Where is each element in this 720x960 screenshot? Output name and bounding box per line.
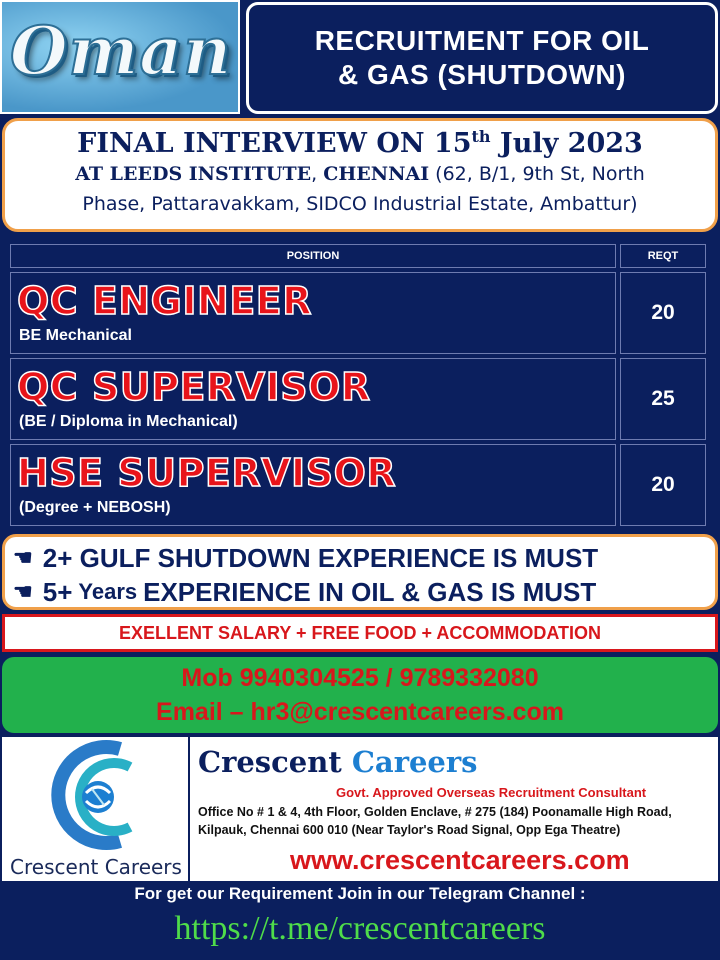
position-title: HSE SUPERVISOR xyxy=(17,451,397,495)
interview-title-suffix: July 2023 xyxy=(490,128,643,159)
experience-line2-years: Years xyxy=(78,579,138,604)
company-logo-label: Crescent Careers xyxy=(10,855,182,879)
contact-box xyxy=(2,657,718,733)
interview-address-line: Phase, Pattaravakkam, SIDCO Industrial Estate, Ambattur) xyxy=(82,193,638,215)
interview-venue-line xyxy=(5,159,715,189)
position-qualification: (Degree + NEBOSH) xyxy=(19,499,171,516)
column-header-position: POSITION xyxy=(10,244,616,268)
company-name-part2: Careers xyxy=(351,745,478,779)
venue-separator: , xyxy=(311,163,324,185)
company-logo xyxy=(2,737,190,881)
position-reqt: 25 xyxy=(620,358,706,440)
interview-title-sup: th xyxy=(471,127,491,146)
office-address-line1: Office No # 1 & 4, 4th Floor, Golden Enclave, # 275 (184) Poonamalle High Road, xyxy=(198,805,672,819)
office-address-line2: Kilpauk, Chennai 600 010 (Near Taylor's Road Signal, Opp Ega Theatre) xyxy=(198,823,621,837)
experience-line2-suffix: EXPERIENCE IN OIL & GAS IS MUST xyxy=(143,577,597,607)
telegram-link[interactable]: https://t.me/crescentcareers xyxy=(174,910,546,947)
company-tagline: Govt. Approved Overseas Recruitment Consultant xyxy=(336,785,647,800)
experience-line1 xyxy=(13,541,707,575)
table-row-position xyxy=(10,272,616,354)
interview-title xyxy=(5,127,715,159)
logo-text: Oman xyxy=(10,12,233,90)
table-row-position xyxy=(10,358,616,440)
experience-line2-prefix: 5+ xyxy=(42,577,73,607)
pointing-hand-icon: ☚ xyxy=(13,545,33,570)
position-title: QC SUPERVISOR xyxy=(17,365,371,409)
position-title: QC ENGINEER xyxy=(17,279,312,323)
experience-box xyxy=(2,534,718,610)
salary-banner: EXELLENT SALARY + FREE FOOD + ACCOMMODATION xyxy=(2,614,718,652)
oman-logo xyxy=(0,0,240,114)
telegram-note: For get our Requirement Join in our Telegram Channel : xyxy=(134,884,586,903)
company-website-link[interactable]: www.crescentcareers.com xyxy=(290,845,630,875)
header-title-box xyxy=(246,2,718,114)
header-title-line2: & GAS (SHUTDOWN) xyxy=(338,59,626,90)
table-row-position xyxy=(10,444,616,526)
venue-city: CHENNAI xyxy=(323,163,430,185)
email-address[interactable]: Email – hr3@crescentcareers.com xyxy=(156,698,564,726)
company-name-part1: Crescent xyxy=(198,745,352,779)
company-box xyxy=(2,737,718,881)
mobile-numbers[interactable]: Mob 9940304525 / 9789332080 xyxy=(181,664,539,692)
position-reqt: 20 xyxy=(620,444,706,526)
position-qualification: (BE / Diploma in Mechanical) xyxy=(19,413,238,430)
column-header-reqt: REQT xyxy=(620,244,706,268)
interview-title-prefix: FINAL INTERVIEW ON 15 xyxy=(77,128,472,159)
experience-line1-text: 2+ GULF SHUTDOWN EXPERIENCE IS MUST xyxy=(42,543,599,573)
position-qualification: BE Mechanical xyxy=(19,327,132,344)
interview-box xyxy=(2,118,718,232)
position-reqt: 20 xyxy=(620,272,706,354)
crescent-logo-icon xyxy=(2,737,190,857)
company-name xyxy=(198,745,478,779)
venue-name: AT LEEDS INSTITUTE xyxy=(75,163,312,185)
experience-line2 xyxy=(13,575,707,609)
header-title-line1: RECRUITMENT FOR OIL xyxy=(314,25,650,56)
pointing-hand-icon: ☚ xyxy=(13,579,33,604)
address-part1: (62, B/1, 9th St, North xyxy=(429,163,645,185)
